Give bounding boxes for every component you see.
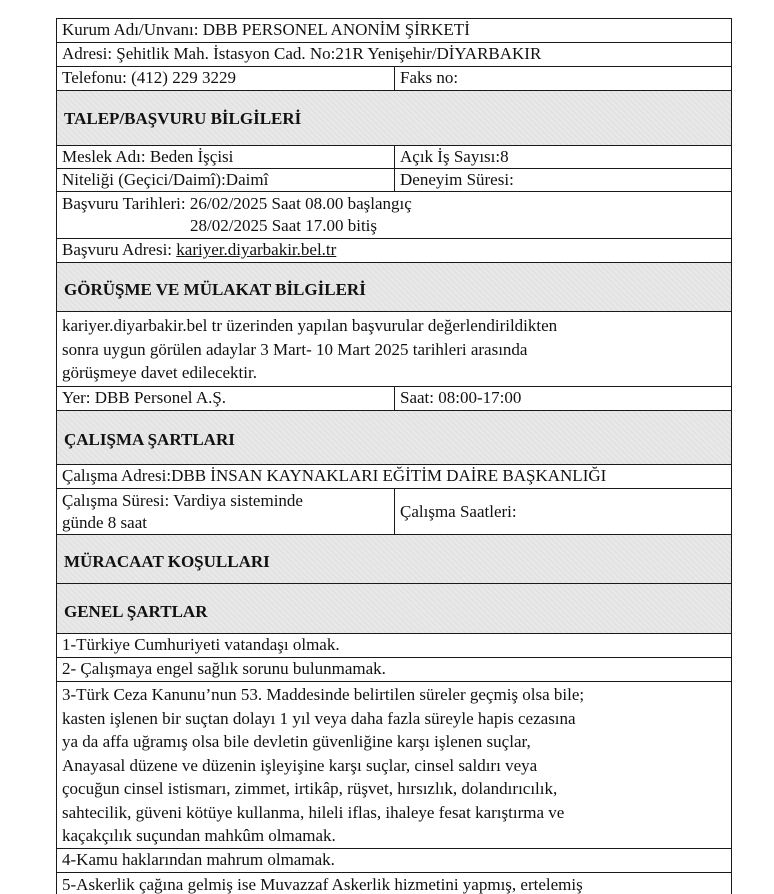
calisma-suresi (57, 489, 394, 534)
kurum-adres-row (56, 42, 732, 67)
genel-title: GENEL ŞARTLAR (64, 602, 208, 621)
basvuru-tarihleri-row (56, 191, 732, 239)
form-document (56, 0, 734, 894)
madde-5: 5-Askerlik çağına gelmiş ise Muvazzaf Askerlik hizmetini yapmış, ertelemiş (62, 875, 583, 894)
muracaat-header (56, 534, 732, 584)
yer-saat-row (56, 386, 732, 411)
nitelik-row (56, 168, 732, 192)
calisma-title: ÇALIŞMA ŞARTLARI (64, 430, 235, 449)
madde-3-line: sahtecilik, güveni kötüye kullanma, hileli iflas, ihaleye fesat karıştırma ve (62, 802, 565, 822)
madde-3-line: çocuğun cinsel istismarı, zimmet, irtikâp, rüşvet, hırsızlık, dolandırıcılık, (62, 779, 558, 798)
madde-4: 4-Kamu haklarından mahrum olmamak. (62, 850, 335, 869)
madde-3 (57, 682, 731, 848)
calisma-suresi-1: Çalışma Süresi: Vardiya sisteminde (62, 491, 303, 510)
calisma-suresi-row (56, 488, 732, 535)
gorusme-metin-2: sonra uygun görülen adaylar 3 Mart- 10 Mart 2025 tarihleri arasında (62, 339, 528, 359)
kurum-adres: Adresi: Şehitlik Mah. İstasyon Cad. No:21R Yenişehir/DİYARBAKIR (62, 44, 542, 63)
kurum-adi-row (56, 18, 732, 43)
gorusme-metin (57, 312, 731, 386)
faks: Faks no: (394, 67, 732, 90)
tarih-bitis: 28/02/2025 Saat 17.00 bitiş (190, 216, 377, 235)
gorusme-metin-row (56, 311, 732, 387)
niteligi: Niteliği (Geçici/Daimî):Daimî (62, 170, 269, 189)
telefon: Telefonu: (412) 229 3229 (62, 68, 236, 87)
madde-3-line: kaçakçılık suçundan mahkûm olmamak. (62, 826, 336, 845)
madde-2: 2- Çalışmaya engel sağlık sorunu bulunmamak. (62, 659, 386, 678)
basvuru-adresi-link[interactable]: kariyer.diyarbakir.bel.tr (176, 240, 337, 259)
gorusme-metin-1: kariyer.diyarbakir.bel tr üzerinden yapılan başvurular değerlendirildikten (62, 316, 558, 335)
basvuru-tarihleri (57, 192, 731, 238)
meslek-row (56, 145, 732, 169)
gorusme-title: GÖRÜŞME VE MÜLAKAT BİLGİLERİ (64, 280, 366, 299)
genel-header (56, 583, 732, 634)
telefon-faks-row (56, 66, 732, 91)
madde-4-row (56, 848, 732, 873)
calisma-adresi: Çalışma Adresi:DBB İNSAN KAYNAKLARI EĞİTİM DAİRE BAŞKANLIĞI (62, 466, 607, 485)
madde-3-line: ya da affa uğramış olsa bile devletin güvenliğine karşı işlenen suçlar, (62, 732, 531, 751)
madde-5-row (56, 872, 732, 894)
basvuru-adresi (57, 239, 731, 262)
madde-3-line: Anayasal düzene ve düzenin işleyişine karşı suçlar, cinsel saldırı veya (62, 755, 538, 775)
deneyim-suresi: Deneyim Süresi: (394, 169, 732, 191)
madde-1: 1-Türkiye Cumhuriyeti vatandaşı olmak. (62, 635, 340, 654)
gorusme-yer: Yer: DBB Personel A.Ş. (62, 388, 227, 407)
calisma-saatleri: Çalışma Saatleri: (394, 489, 732, 534)
basvuru-adresi-row (56, 238, 732, 263)
calisma-suresi-2: günde 8 saat (62, 513, 147, 532)
madde-3-line: kasten işlenen bir suçtan dolayı 1 yıl veya daha fazla süreyle hapis cezasına (62, 708, 576, 728)
madde-2-row (56, 657, 732, 682)
gorusme-header (56, 262, 732, 312)
talep-title: TALEP/BAŞVURU BİLGİLERİ (64, 109, 302, 128)
gorusme-saat: Saat: 08:00-17:00 (394, 387, 732, 410)
talep-header (56, 90, 732, 146)
tarih-baslangic: Başvuru Tarihleri: 26/02/2025 Saat 08.00 başlangıç (62, 194, 412, 213)
calisma-header (56, 410, 732, 465)
madde-3-row (56, 681, 732, 849)
kurum-adi: Kurum Adı/Unvanı: DBB PERSONEL ANONİM ŞİRKETİ (62, 20, 470, 39)
basvuru-adresi-label: Başvuru Adresi: (62, 240, 177, 259)
acik-is-sayisi: Açık İş Sayısı:8 (394, 146, 732, 168)
gorusme-metin-3: görüşmeye davet edilecektir. (62, 363, 257, 382)
muracaat-title: MÜRACAAT KOŞULLARI (64, 552, 270, 571)
madde-1-row (56, 633, 732, 658)
calisma-adresi-row (56, 464, 732, 489)
madde-3-line: 3-Türk Ceza Kanunu’nun 53. Maddesinde belirtilen süreler geçmiş olsa bile; (62, 685, 585, 704)
meslek-adi: Meslek Adı: Beden İşçisi (62, 147, 234, 166)
